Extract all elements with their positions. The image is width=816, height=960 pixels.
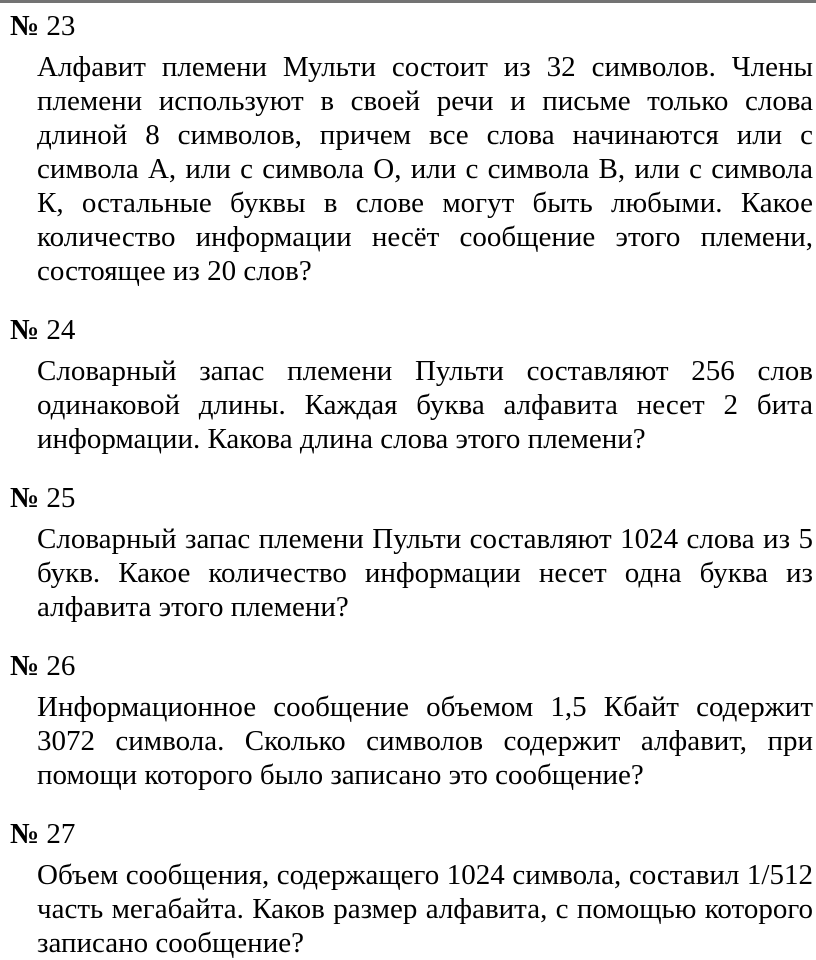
document-page xyxy=(10,8,813,960)
task-text: Словарный запас племени Пульти составляют 256 слов одинаковой длины. Каждая буква алфавита несет 2 бита информации. Какова длина слова этого племени? xyxy=(37,355,813,455)
task-text: Информационное сообщение объемом 1,5 Кбайт содержит 3072 символа. Сколько символов содержит алфавит, при помощи которого было записано это сообщение? xyxy=(37,691,813,791)
numero-sign: № xyxy=(10,314,40,346)
task-25 xyxy=(10,480,813,624)
top-divider-line xyxy=(0,0,816,3)
numero-sign: № xyxy=(10,650,40,682)
numero-sign: № xyxy=(10,818,40,850)
task-text: Словарный запас племени Пульти составляют 1024 слова из 5 букв. Какое количество информации несет одна буква из алфавита этого племени? xyxy=(37,523,813,623)
task-number-value: 27 xyxy=(46,818,76,850)
task-heading xyxy=(10,480,808,516)
task-heading xyxy=(10,312,808,348)
task-number-value: 25 xyxy=(46,482,76,514)
task-text: Алфавит племени Мульти состоит из 32 символов. Члены племени используют в своей речи и письме только слова длиной 8 символов, причем все слова начинаются или с символа А, или с символа О, или с символа В, или с символа К, остальные буквы в слове могут быть любыми. Какое количество информации несёт сообщение этого племени, состоящее из 20 слов? xyxy=(37,51,813,287)
task-26 xyxy=(10,648,813,792)
numero-sign: № xyxy=(10,482,40,514)
task-number-value: 26 xyxy=(46,650,76,682)
numero-sign: № xyxy=(10,10,40,42)
task-number-value: 24 xyxy=(46,314,76,346)
task-23 xyxy=(10,8,813,288)
task-heading xyxy=(10,648,808,684)
task-heading xyxy=(10,816,808,852)
task-number-value: 23 xyxy=(46,10,76,42)
task-24 xyxy=(10,312,813,456)
task-27 xyxy=(10,816,813,960)
task-text: Объем сообщения, содержащего 1024 символа, составил 1/512 часть мегабайта. Каков размер алфавита, с помощью которого записано сообщение? xyxy=(37,859,813,959)
task-heading xyxy=(10,8,808,44)
